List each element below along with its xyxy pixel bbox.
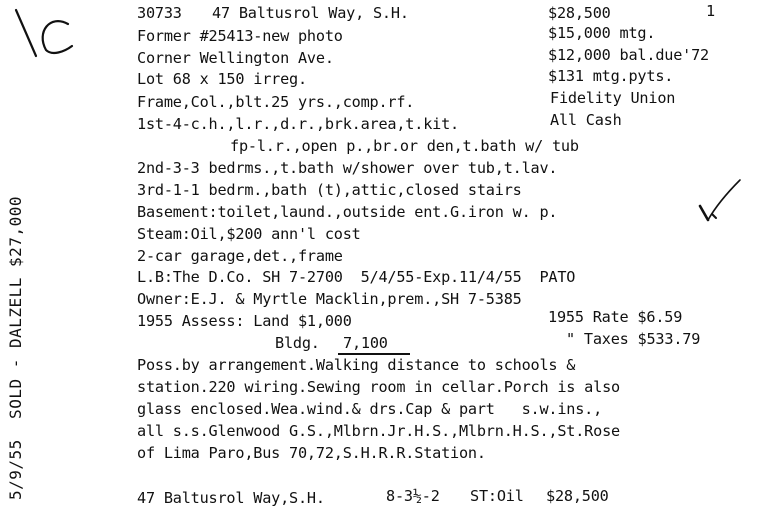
- assessment-land: 1955 Assess: Land $1,000: [137, 312, 352, 330]
- remarks-line-3: glass enclosed.Wea.wind.& drs.Cap & part s.w.ins.,: [137, 400, 603, 418]
- bldg-label: Bldg.: [275, 334, 320, 352]
- tax-rate: 1955 Rate $6.59: [548, 308, 683, 326]
- basement: Basement:toilet,laund.,outside ent.G.iron w. p.: [137, 203, 558, 221]
- cash-terms: All Cash: [550, 111, 622, 129]
- handwritten-check-mark: [694, 176, 744, 226]
- card-number: 1: [706, 2, 715, 20]
- second-floor: 2nd-3-3 bedrms.,t.bath w/shower over tub,t.lav.: [137, 159, 558, 177]
- former-listing: Former #25413-new photo: [137, 27, 343, 45]
- lender: Fidelity Union: [550, 89, 676, 107]
- garage: 2-car garage,det.,frame: [137, 247, 343, 265]
- corner-street: Corner Wellington Ave.: [137, 49, 334, 67]
- listing-price: $28,500: [548, 4, 611, 22]
- footer-heat: ST:Oil: [470, 487, 524, 505]
- remarks-line-5: of Lima Paro,Bus 70,72,S.H.R.R.Station.: [137, 444, 486, 462]
- bldg-underline: [338, 353, 410, 355]
- sold-note: 5/9/55 SOLD - DALZELL $27,000: [6, 196, 25, 500]
- remarks-line-2: station.220 wiring.Sewing room in cellar.Porch is also: [137, 378, 620, 396]
- balance-due: $12,000 bal.due'72: [548, 46, 709, 64]
- construction: Frame,Col.,blt.25 yrs.,comp.rf.: [137, 93, 415, 111]
- heating: Steam:Oil,$200 ann'l cost: [137, 225, 361, 243]
- first-floor: 1st-4-c.h.,l.r.,d.r.,brk.area,t.kit.: [137, 115, 459, 133]
- listing-number: 30733: [137, 4, 182, 22]
- footer-rooms: 8-3½-2: [386, 487, 440, 505]
- listing-broker: L.B:The D.Co. SH 7-2700 5/4/55-Exp.11/4/55 PATO: [137, 268, 576, 286]
- remarks-line-4: all s.s.Glenwood G.S.,Mlbrn.Jr.H.S.,Mlbrn.H.S.,St.Rose: [137, 422, 620, 440]
- third-floor: 3rd-1-1 bedrm.,bath (t),attic,closed stairs: [137, 181, 522, 199]
- footer-price: $28,500: [546, 487, 609, 505]
- taxes: " Taxes $533.79: [566, 330, 701, 348]
- first-floor-details: fp-l.r.,open p.,br.or den,t.bath w/ tub: [230, 137, 579, 155]
- lot-size: Lot 68 x 150 irreg.: [137, 70, 307, 88]
- footer-address: 47 Baltusrol Way,S.H.: [137, 489, 325, 507]
- mortgage-payments: $131 mtg.pyts.: [548, 67, 674, 85]
- owner: Owner:E.J. & Myrtle Macklin,prem.,SH 7-5385: [137, 290, 522, 308]
- listing-address: 47 Baltusrol Way, S.H.: [212, 4, 409, 22]
- bldg-value: 7,100: [343, 334, 388, 352]
- remarks-line-1: Poss.by arrangement.Walking distance to schools &: [137, 356, 576, 374]
- mortgage: $15,000 mtg.: [548, 24, 656, 42]
